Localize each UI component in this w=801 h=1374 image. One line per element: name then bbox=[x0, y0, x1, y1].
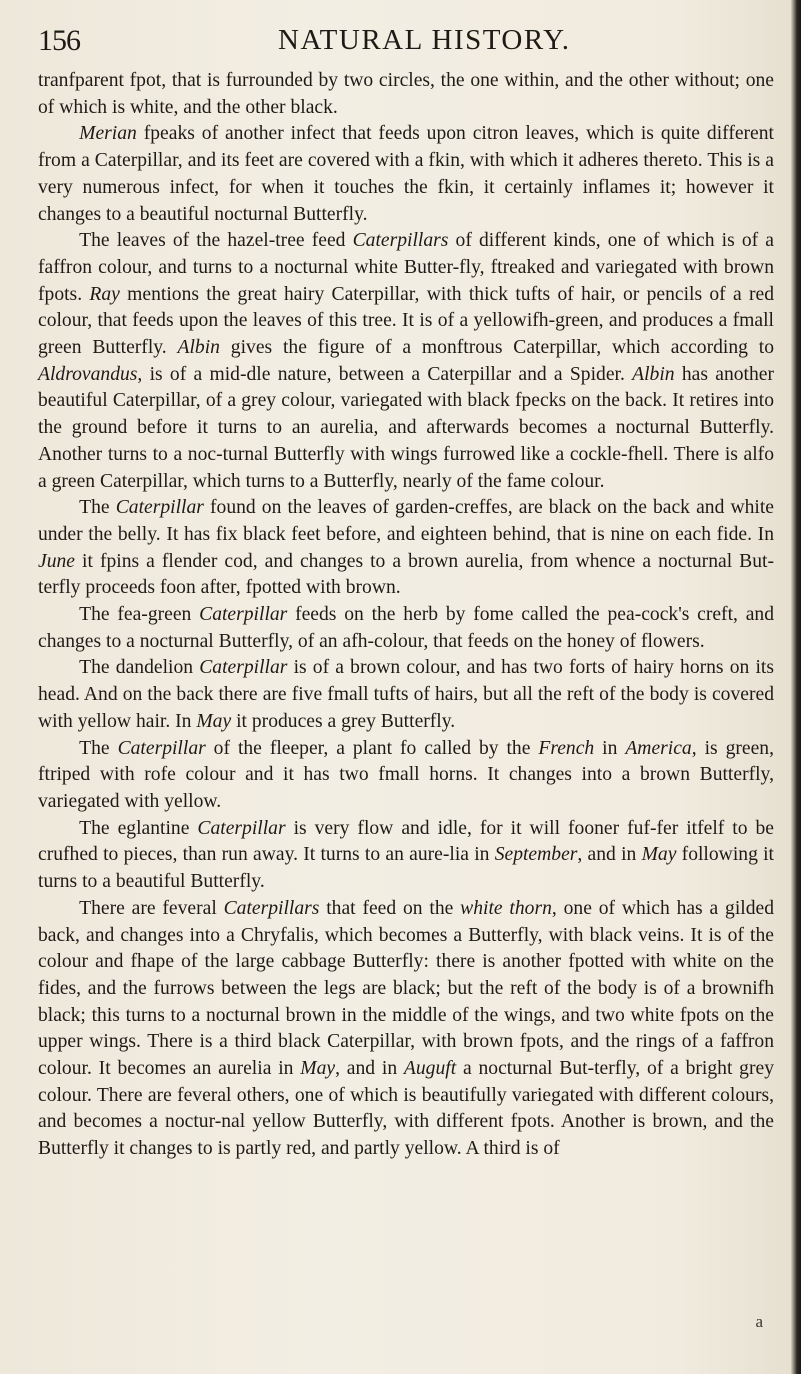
text-run: gives the figure of a monftrous Caterpillar, which according to bbox=[219, 337, 774, 359]
paragraph bbox=[38, 816, 774, 896]
italic-text: Caterpillars bbox=[223, 897, 320, 919]
italic-text: Caterpillar bbox=[199, 604, 288, 626]
italic-text: America bbox=[625, 737, 692, 759]
italic-text: Aldrovandus bbox=[38, 363, 138, 385]
italic-text: May bbox=[641, 844, 677, 866]
italic-text: Albin bbox=[632, 363, 675, 385]
italic-text: white thorn bbox=[460, 897, 552, 919]
text-run: mentions the great hairy Caterpillar, with thick tufts of hair, or pencils of a red colour, that feeds upon the leaves of this tree. It is of a yellowifh-green, and produces a fmall green Butterfly. bbox=[38, 283, 775, 359]
text-run: in bbox=[594, 737, 626, 759]
italic-text: Auguft bbox=[403, 1058, 457, 1080]
text-run: has another beautiful Caterpillar, of a grey colour, variegated with black fpecks on the back. It retires into the ground before it turns to an aurelia, and afterwards becomes a nocturnal Butterfly. Another turns to a noc-turnal Butterfly with wings furrowed like a cockle-fhell. There is alfo a green Caterpillar, which turns to a Butterfly, nearly of the fame colour. bbox=[38, 363, 775, 492]
text-run: is very flow and idle, for it will fooner fuf-fer itfelf to be crufhed to pieces, than run away. It turns to an aure-lia in bbox=[38, 817, 774, 866]
paragraph bbox=[38, 228, 774, 495]
text-run: , is green, ftriped with rofe colour and it has two fmall horns. It changes into a brown Butterfly, variegated with yellow. bbox=[38, 737, 774, 812]
paragraph bbox=[38, 495, 774, 602]
italic-text: Caterpillar bbox=[197, 817, 286, 839]
text-run: following it turns to a beautiful Butterfly. bbox=[38, 844, 775, 893]
text-run: is of a brown colour, and has two forts of hairy horns on its head. And on the back there are five fmall tufts of hairs, but all the reft of the body is covered with yellow hair. In bbox=[38, 657, 774, 732]
text-run: The leaves of the hazel-tree feed bbox=[79, 230, 353, 252]
italic-text: Merian bbox=[79, 123, 137, 145]
text-run: , and in bbox=[335, 1058, 404, 1080]
text-run: There are feveral bbox=[79, 897, 224, 919]
text-run: The bbox=[79, 497, 116, 519]
paragraph bbox=[38, 736, 774, 816]
italic-text: Caterpillars bbox=[352, 230, 449, 252]
page-edge-shadow bbox=[791, 0, 801, 1374]
text-run: found on the leaves of garden-creffes, are black on the back and white under the belly. It has fix black feet before, and eighteen behind, that is nine on each fide. In bbox=[38, 497, 774, 545]
page-number: 156 bbox=[38, 24, 80, 57]
paragraph bbox=[38, 121, 774, 228]
paragraph bbox=[38, 68, 774, 121]
text-run: The dandelion bbox=[79, 657, 200, 679]
running-head: NATURAL HISTORY. bbox=[278, 24, 571, 56]
text-run: , is of a mid-dle nature, between a Caterpillar and a Spider. bbox=[137, 363, 633, 385]
text-run: The bbox=[79, 737, 118, 759]
text-run: of different kinds, one of which is of a faffron colour, and turns to a nocturnal white Butter-fly, ftreaked and variegated with brown fpots. bbox=[38, 230, 774, 305]
text-run: The eglantine bbox=[79, 817, 198, 839]
italic-text: Albin bbox=[177, 337, 220, 359]
italic-text: September bbox=[494, 844, 578, 866]
text-run: it fpins a flender cod, and changes to a brown aurelia, from whence a nocturnal But-terfly proceeds foon after, fpotted with brown. bbox=[38, 550, 774, 599]
italic-text: Caterpillar bbox=[117, 737, 206, 759]
italic-text: Caterpillar bbox=[115, 497, 204, 519]
text-run: The fea-green bbox=[79, 604, 200, 626]
italic-text: May bbox=[300, 1058, 336, 1080]
paragraph bbox=[38, 602, 774, 655]
text-run: tranfparent fpot, that is furrounded by two circles, the one within, and the other without; one of which is white, and the other black. bbox=[38, 70, 774, 118]
italic-text: May bbox=[196, 710, 232, 732]
paragraph bbox=[38, 655, 774, 735]
body-text bbox=[38, 68, 774, 1163]
italic-text: French bbox=[538, 737, 595, 759]
text-run: , and in bbox=[577, 844, 642, 866]
page-header bbox=[38, 20, 778, 64]
italic-text: Ray bbox=[89, 283, 120, 305]
text-run: a nocturnal But-terfly, of a bright grey colour. There are feveral others, one of which is beautifully variegated with different colours, and becomes a noctur-nal yellow Butterfly, with different fpots. Another is brown, and the Butterfly it changes to is partly red, and partly yellow. A third is of bbox=[38, 1058, 775, 1160]
text-run: , one of which has a gilded back, and changes into a Chryfalis, which becomes a Butterfly, with black veins. It is of the colour and fhape of the large cabbage Butterfly: there is another fpotted with white on the fides, and the furrows between the legs are black; but the reft of the body is of a brownifh black; this turns to a nocturnal brown in the middle of the wings, and two white fpots on the upper wings. There is a third black Caterpillar, with brown fpots, and the rings of a faffron colour. It becomes an aurelia in bbox=[38, 897, 774, 1080]
text-run: feeds on the herb by fome called the pea-cock's creft, and changes to a nocturnal Butterfly, of an afh-colour, that feeds on the honey of flowers. bbox=[38, 604, 774, 652]
italic-text: Caterpillar bbox=[199, 657, 288, 679]
text-run: of the fleeper, a plant fo called by the bbox=[205, 737, 539, 759]
italic-text: June bbox=[38, 550, 75, 572]
catchword: a bbox=[755, 1312, 763, 1331]
text-run: that feed on the bbox=[319, 897, 461, 919]
text-run: it produces a grey Butterfly. bbox=[231, 710, 456, 732]
paragraph bbox=[38, 896, 774, 1163]
text-run: fpeaks of another infect that feeds upon citron leaves, which is quite different from a Caterpillar, and its feet are covered with a fkin, with which it adheres thereto. This is a very numerous infect, for when it touches the fkin, it certainly inflames it; however it changes to a beautiful nocturnal Butterfly. bbox=[38, 123, 774, 225]
